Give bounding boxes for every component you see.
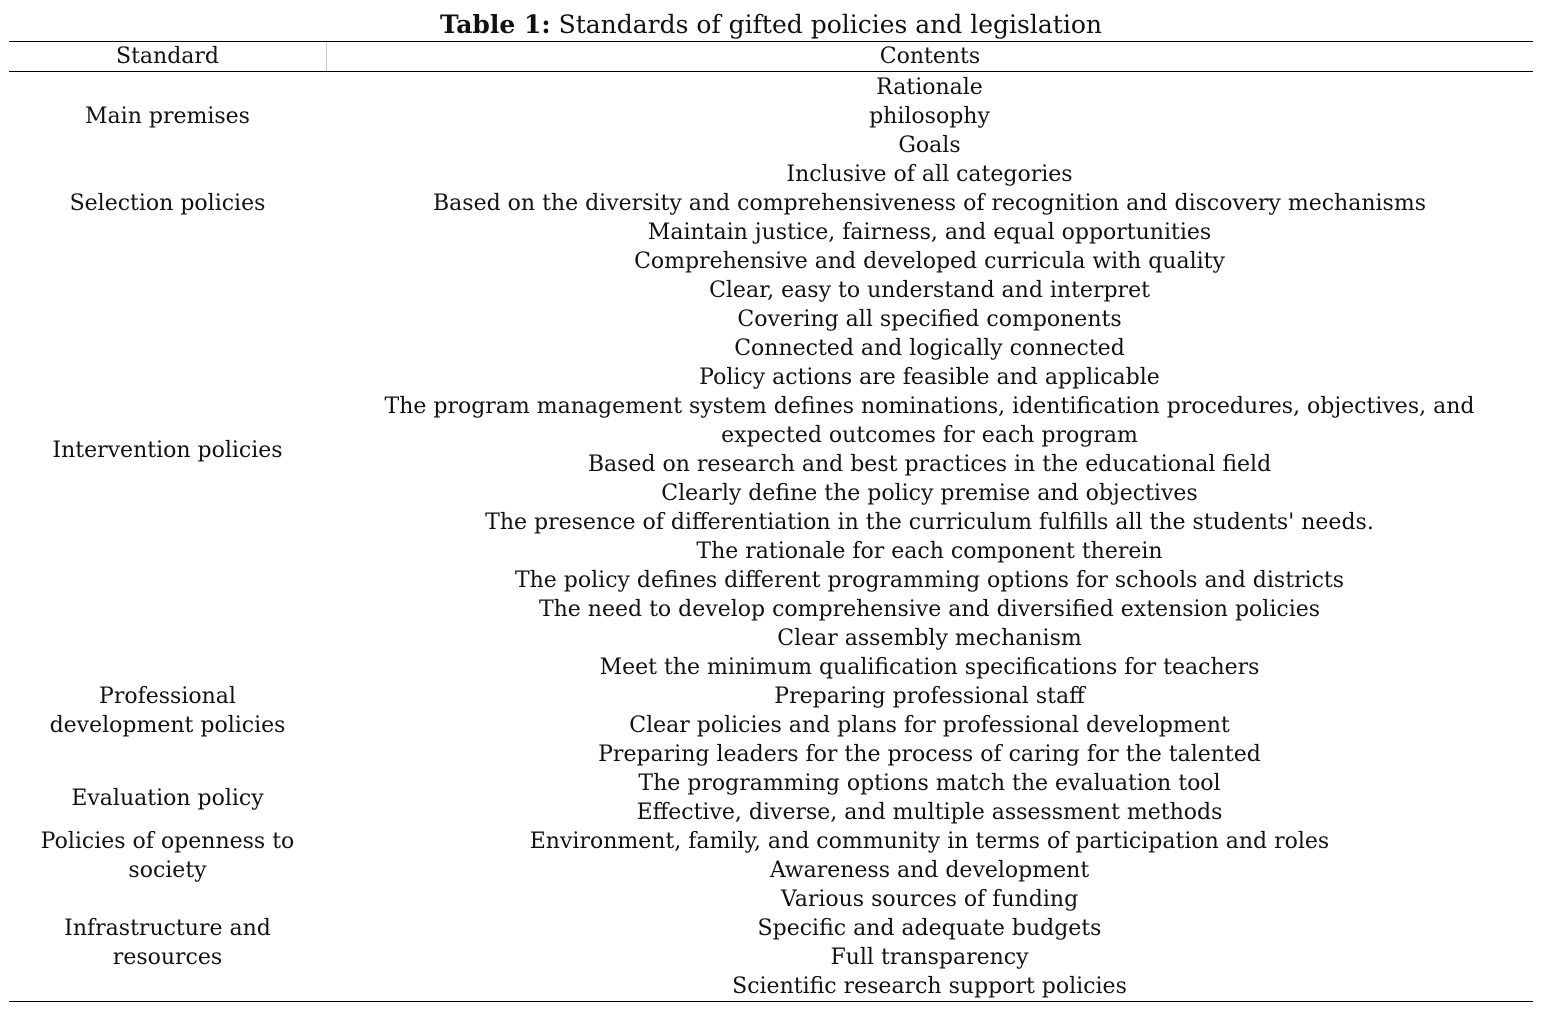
contents-cell xyxy=(326,827,1533,885)
content-item: Clear policies and plans for professional development xyxy=(629,713,1230,738)
content-item: The need to develop comprehensive and diversified extension policies xyxy=(538,597,1321,622)
standard-label: Selection policies xyxy=(69,191,266,216)
table-row xyxy=(9,769,1533,827)
table-caption-label: Table 1: xyxy=(440,10,551,39)
content-item: Preparing leaders for the process of caring for the talented xyxy=(598,742,1261,767)
contents-cell xyxy=(326,653,1533,769)
standard-label: Evaluation policy xyxy=(71,785,264,811)
standard-label: Professional development policies xyxy=(49,684,286,738)
standard-label: Intervention policies xyxy=(52,437,283,463)
content-item: Effective, diverse, and multiple assessment methods xyxy=(636,800,1223,825)
standard-cell xyxy=(9,160,326,247)
standard-cell xyxy=(9,827,326,885)
content-item: Clear, easy to understand and interpret xyxy=(709,278,1150,303)
content-item: Maintain justice, fairness, and equal opportunities xyxy=(647,220,1212,245)
standard-label: Infrastructure and resources xyxy=(64,916,271,970)
standards-table xyxy=(9,41,1533,1002)
table-caption xyxy=(0,8,1542,42)
table-row xyxy=(9,160,1533,247)
header-standard: Standard xyxy=(9,42,327,71)
table-header-row xyxy=(9,42,1533,72)
content-item: The rationale for each component therein xyxy=(696,539,1163,564)
content-item: Environment, family, and community in terms of participation and roles xyxy=(529,829,1330,854)
content-item: Preparing professional staff xyxy=(774,684,1085,709)
standard-cell xyxy=(9,653,326,769)
content-item: Connected and logically connected xyxy=(734,336,1125,361)
contents-cell xyxy=(326,160,1533,247)
standard-label: Policies of openness to society xyxy=(40,829,295,883)
content-item: Meet the minimum qualification specifications for teachers xyxy=(599,655,1260,680)
contents-cell xyxy=(326,247,1533,653)
content-item: Full transparency xyxy=(830,945,1029,970)
table-row xyxy=(9,73,1533,160)
content-item: Goals xyxy=(898,133,961,158)
table-row xyxy=(9,247,1533,653)
standard-cell xyxy=(9,73,326,160)
standard-cell xyxy=(9,247,326,653)
content-item: The program management system defines nominations, identification procedures, objectives, and expected outcomes for each program xyxy=(384,394,1475,448)
content-item: The presence of differentiation in the curriculum fulfills all the students' needs. xyxy=(485,510,1374,535)
table-row xyxy=(9,885,1533,1001)
contents-cell xyxy=(326,885,1533,1001)
content-item: The programming options match the evaluation tool xyxy=(638,771,1221,796)
content-item: Rationale xyxy=(876,75,983,100)
content-item: Policy actions are feasible and applicable xyxy=(699,365,1160,390)
content-item: The policy defines different programming options for schools and districts xyxy=(514,568,1345,593)
content-item: Covering all specified components xyxy=(737,307,1122,332)
table-row xyxy=(9,827,1533,885)
standard-label: Main premises xyxy=(85,104,250,129)
contents-cell xyxy=(326,769,1533,827)
content-item: Based on the diversity and comprehensiveness of recognition and discovery mechanisms xyxy=(433,191,1426,216)
content-item: Specific and adequate budgets xyxy=(757,916,1102,941)
content-item: Clear assembly mechanism xyxy=(777,626,1082,651)
content-item: Based on research and best practices in the educational field xyxy=(587,452,1272,477)
content-item: Awareness and development xyxy=(769,858,1090,883)
standard-cell xyxy=(9,769,326,827)
content-item: Comprehensive and developed curricula with quality xyxy=(634,249,1225,274)
table-body xyxy=(9,72,1533,1001)
standard-cell xyxy=(9,885,326,1001)
table-row xyxy=(9,653,1533,769)
content-item: Inclusive of all categories xyxy=(786,162,1073,187)
content-item: philosophy xyxy=(869,104,990,129)
table-caption-title: Standards of gifted policies and legislation xyxy=(558,10,1102,39)
content-item: Clearly define the policy premise and objectives xyxy=(661,481,1198,506)
header-contents: Contents xyxy=(879,44,981,69)
content-item: Scientific research support policies xyxy=(732,974,1127,999)
content-item: Various sources of funding xyxy=(780,887,1079,912)
contents-cell xyxy=(326,73,1533,160)
